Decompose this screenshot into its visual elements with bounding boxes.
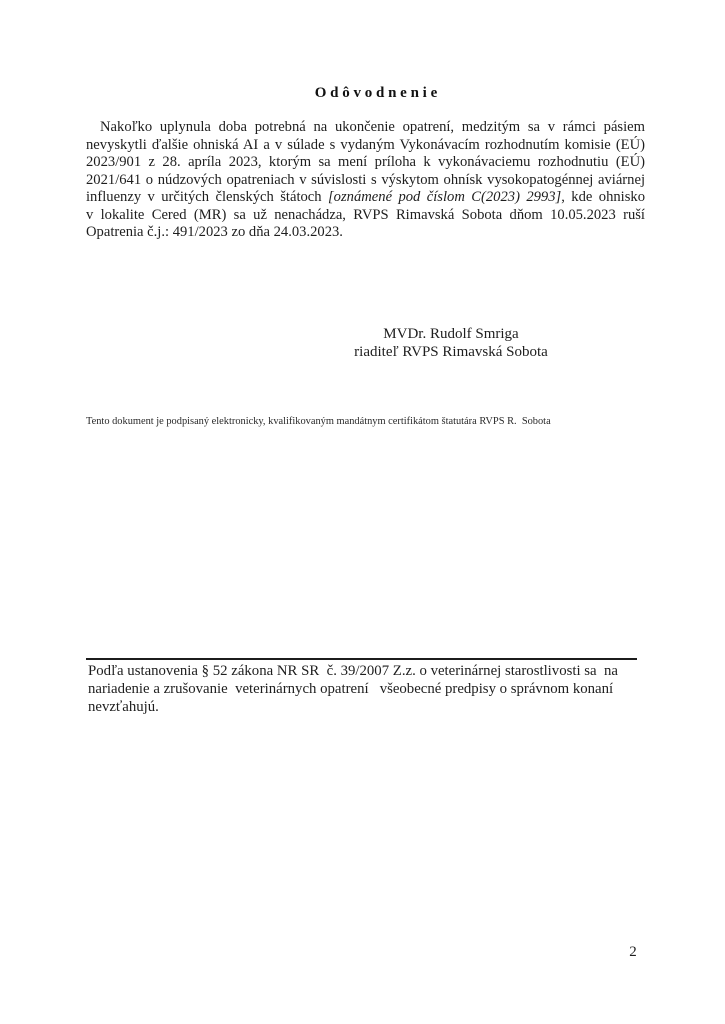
paragraph-line: nevyskytli ďalšie ohniská AI a v súlade s vydaným Vykonávacím rozhodnutím komisie (EÚ) <box>86 136 645 153</box>
legal-note-line: nevzťahujú. <box>88 699 159 716</box>
legal-note <box>88 662 618 717</box>
page-title: O d ô v o d n e n i e <box>314 85 438 101</box>
paragraph-line: Opatrenia č.j.: 491/2023 zo dňa 24.03.2023. <box>86 224 343 240</box>
signatory-role: riaditeľ RVPS Rimavská Sobota <box>354 343 548 360</box>
paragraph-line: v lokalite Cered (MR) sa už nenachádza, RVPS Rimavská Sobota dňom 10.05.2023 ruší <box>86 206 645 223</box>
legal-note-line: nariadenie a zrušovanie veterinárnych opatrení všeobecné predpisy o správnom konaní <box>88 681 614 698</box>
notification-number-italic: [oznámené pod číslom C(2023) 2993] <box>328 189 562 205</box>
paragraph-line: 2021/641 o núdzových opatreniach v súvislosti s výskytom ohnísk vysokopatogénnej aviárnej <box>86 171 645 188</box>
paragraph-text: influenzy v určitých členských štátoch <box>86 189 328 205</box>
paragraph-text: , kde ohnisko <box>561 189 645 205</box>
separator-line <box>86 658 637 660</box>
page-number: 2 <box>629 944 637 960</box>
paragraph-line <box>86 189 645 207</box>
esign-footnote: Tento dokument je podpisaný elektronicky, kvalifikovaným mandátnym certifikátom štatutára RVPS R. Sobota <box>86 416 551 427</box>
paragraph-line: Nakoľko uplynula doba potrebná na ukončenie opatrení, medzitým sa v rámci pásiem <box>100 119 645 135</box>
paragraph-line: 2023/901 z 28. apríla 2023, ktorým sa mení príloha k vykonávaciemu rozhodnutiu (EÚ) <box>86 154 645 170</box>
justification-paragraph <box>86 119 645 242</box>
legal-note-line: Podľa ustanovenia § 52 zákona NR SR č. 39/2007 Z.z. o veterinárnej starostlivosti sa na <box>88 663 618 679</box>
signature-block <box>290 326 612 361</box>
signatory-name: MVDr. Rudolf Smriga <box>383 326 519 342</box>
